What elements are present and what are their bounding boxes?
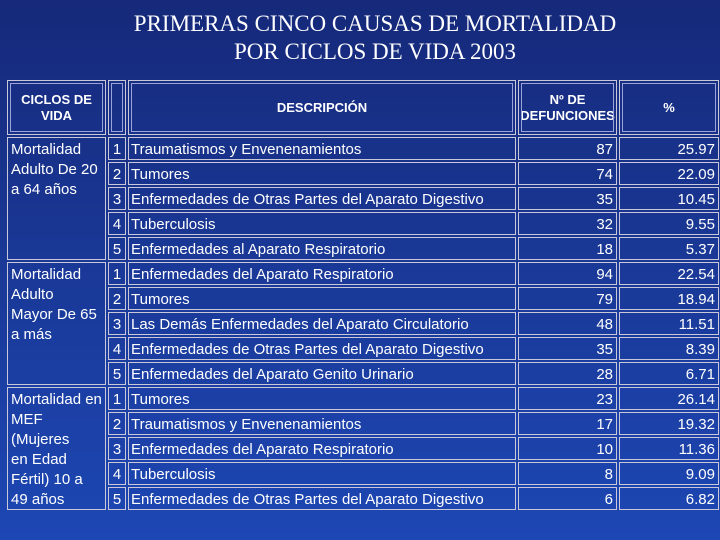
row-defunciones: 48 (518, 312, 617, 335)
row-description: Enfermedades al Aparato Respiratorio (128, 237, 516, 260)
row-defunciones: 23 (518, 387, 617, 410)
row-description: Tumores (128, 162, 516, 185)
header-descripcion: DESCRIPCIÓN (128, 80, 516, 135)
header-number (108, 80, 126, 135)
row-defunciones: 32 (518, 212, 617, 235)
row-percent: 6.82 (619, 487, 719, 510)
row-percent: 11.36 (619, 437, 719, 460)
row-percent: 10.45 (619, 187, 719, 210)
row-defunciones: 6 (518, 487, 617, 510)
group-label: Mortalidad Adulto De 20 a 64 años (7, 137, 106, 260)
row-description: Enfermedades del Aparato Genito Urinario (128, 362, 516, 385)
row-percent: 22.54 (619, 262, 719, 285)
row-number: 4 (108, 462, 126, 485)
row-number: 4 (108, 212, 126, 235)
row-description: Traumatismos y Envenenamientos (128, 412, 516, 435)
row-percent: 18.94 (619, 287, 719, 310)
row-defunciones: 35 (518, 337, 617, 360)
row-number: 4 (108, 337, 126, 360)
row-description: Tuberculosis (128, 212, 516, 235)
row-percent: 9.55 (619, 212, 719, 235)
row-defunciones: 18 (518, 237, 617, 260)
row-defunciones: 87 (518, 137, 617, 160)
row-number: 5 (108, 237, 126, 260)
row-number: 3 (108, 187, 126, 210)
group-label: Mortalidad en MEF (Mujeres en Edad Fértil) 10 a 49 años (7, 387, 106, 510)
row-percent: 22.09 (619, 162, 719, 185)
row-defunciones: 17 (518, 412, 617, 435)
row-defunciones: 10 (518, 437, 617, 460)
row-description: Traumatismos y Envenenamientos (128, 137, 516, 160)
row-description: Enfermedades de Otras Partes del Aparato Digestivo (128, 487, 516, 510)
header-percent: % (619, 80, 719, 135)
row-percent: 8.39 (619, 337, 719, 360)
row-description: Tumores (128, 387, 516, 410)
row-percent: 6.71 (619, 362, 719, 385)
header-ciclos: CICLOS DE VIDA (7, 80, 106, 135)
row-percent: 26.14 (619, 387, 719, 410)
page-title (0, 10, 720, 66)
row-percent: 11.51 (619, 312, 719, 335)
row-number: 5 (108, 487, 126, 510)
row-description: Tuberculosis (128, 462, 516, 485)
row-number: 1 (108, 262, 126, 285)
row-defunciones: 8 (518, 462, 617, 485)
row-description: Las Demás Enfermedades del Aparato Circulatorio (128, 312, 516, 335)
row-description: Enfermedades del Aparato Respiratorio (128, 437, 516, 460)
row-defunciones: 28 (518, 362, 617, 385)
group-label: Mortalidad Adulto Mayor De 65 a más (7, 262, 106, 385)
row-description: Enfermedades de Otras Partes del Aparato Digestivo (128, 337, 516, 360)
row-number: 2 (108, 287, 126, 310)
row-description: Tumores (128, 287, 516, 310)
row-percent: 19.32 (619, 412, 719, 435)
row-number: 1 (108, 387, 126, 410)
row-percent: 9.09 (619, 462, 719, 485)
row-defunciones: 79 (518, 287, 617, 310)
row-defunciones: 74 (518, 162, 617, 185)
row-description: Enfermedades de Otras Partes del Aparato Digestivo (128, 187, 516, 210)
row-percent: 5.37 (619, 237, 719, 260)
row-defunciones: 35 (518, 187, 617, 210)
row-percent: 25.97 (619, 137, 719, 160)
row-number: 3 (108, 437, 126, 460)
row-number: 3 (108, 312, 126, 335)
title-line-2: POR CICLOS DE VIDA 2003 (234, 39, 516, 64)
row-number: 2 (108, 412, 126, 435)
mortality-table (7, 80, 719, 510)
row-number: 1 (108, 137, 126, 160)
row-defunciones: 94 (518, 262, 617, 285)
row-number: 5 (108, 362, 126, 385)
row-description: Enfermedades del Aparato Respiratorio (128, 262, 516, 285)
row-number: 2 (108, 162, 126, 185)
header-defunciones: Nº DE DEFUNCIONES (518, 80, 617, 135)
title-line-1: PRIMERAS CINCO CAUSAS DE MORTALIDAD (133, 11, 617, 36)
